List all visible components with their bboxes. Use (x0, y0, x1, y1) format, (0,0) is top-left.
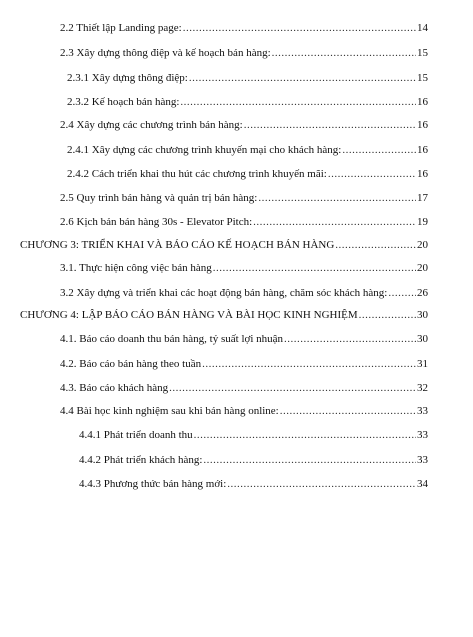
toc-entry[interactable] (79, 429, 428, 442)
toc-leader-dots (244, 119, 416, 132)
toc-entry-title: 2.3.1 Xây dựng thông điệp: (67, 72, 188, 84)
toc-entry[interactable] (60, 47, 428, 60)
toc-entry-title: 4.4.3 Phương thức bán hàng mới: (79, 478, 227, 490)
toc-entry[interactable] (60, 192, 428, 205)
toc-entry[interactable] (67, 168, 428, 181)
toc-entry-title: 2.6 Kịch bản bán hàng 30s - Elevator Pitch: (60, 216, 253, 228)
toc-entry-page: 16 (417, 96, 428, 108)
toc-leader-dots (180, 96, 416, 109)
toc-leader-dots (189, 72, 416, 85)
toc-entry-title: 2.2 Thiết lập Landing page: (60, 22, 182, 34)
toc-entry-page: 26 (417, 287, 428, 299)
toc-entry-page: 15 (417, 47, 428, 59)
toc-chapter-entry[interactable] (20, 309, 428, 322)
toc-leader-dots (253, 216, 416, 229)
toc-entry[interactable] (60, 333, 428, 346)
toc-leader-dots (258, 192, 416, 205)
toc-entry-page: 34 (417, 478, 428, 490)
toc-entry[interactable] (60, 287, 428, 300)
toc-leader-dots (227, 478, 416, 491)
toc-entry[interactable] (60, 358, 428, 371)
toc-entry-page: 16 (417, 119, 428, 131)
toc-entry-page: 16 (417, 168, 428, 180)
toc-leader-dots (335, 239, 416, 252)
toc-entry-title: 4.4.2 Phát triển khách hàng: (79, 454, 203, 466)
toc-leader-dots (272, 47, 416, 60)
toc-entry-title: 4.2. Báo cáo bán hàng theo tuần (60, 358, 202, 370)
toc-entry-title: 2.5 Quy trình bán hàng và quản trị bán hàng: (60, 192, 258, 204)
toc-leader-dots (169, 382, 416, 395)
toc-leader-dots (183, 22, 416, 35)
toc-leader-dots (342, 144, 416, 157)
toc-entry[interactable] (60, 22, 428, 35)
toc-entry[interactable] (60, 262, 428, 275)
toc-entry-title: 2.3.2 Kế hoạch bán hàng: (67, 96, 180, 108)
toc-chapter-entry[interactable] (20, 239, 428, 252)
toc-entry-title: 4.4 Bài học kinh nghiệm sau khi bán hàng online: (60, 405, 279, 417)
toc-entry-title: CHƯƠNG 3: TRIỂN KHAI VÀ BÁO CÁO KẾ HOẠCH BÁN HÀNG (20, 239, 335, 251)
toc-entry-title: 2.3 Xây dựng thông điệp và kế hoạch bán hàng: (60, 47, 271, 59)
toc-entry-page: 19 (417, 216, 428, 228)
toc-entry[interactable] (60, 405, 428, 418)
toc-leader-dots (202, 358, 416, 371)
toc-entry-title: 3.1. Thực hiện công việc bán hàng (60, 262, 212, 274)
toc-entry-title: 3.2 Xây dựng và triển khai các hoạt động bán hàng, chăm sóc khách hàng: (60, 287, 388, 299)
toc-entry-page: 32 (417, 382, 428, 394)
toc-entry[interactable] (67, 72, 428, 85)
toc-entry[interactable] (60, 216, 428, 229)
toc-entry-title: 2.4 Xây dựng các chương trình bán hàng: (60, 119, 243, 131)
toc-leader-dots (388, 287, 416, 300)
toc-entry-page: 33 (417, 429, 428, 441)
toc-entry-page: 20 (417, 239, 428, 251)
toc-entry-page: 30 (417, 333, 428, 345)
toc-entry[interactable] (60, 382, 428, 395)
toc-leader-dots (280, 405, 416, 418)
toc-entry[interactable] (79, 454, 428, 467)
toc-entry[interactable] (79, 478, 428, 491)
toc-leader-dots (359, 309, 416, 322)
toc-leader-dots (328, 168, 416, 181)
toc-entry-page: 31 (417, 358, 428, 370)
toc-entry-title: CHƯƠNG 4: LẬP BÁO CÁO BÁN HÀNG VÀ BÀI HỌC KINH NGHIỆM (20, 309, 358, 321)
toc-entry-page: 16 (417, 144, 428, 156)
toc-entry-title: 2.4.2 Cách triển khai thu hút các chương trình khuyến mãi: (67, 168, 327, 180)
toc-leader-dots (194, 429, 416, 442)
toc-entry[interactable] (60, 119, 428, 132)
toc-entry-page: 33 (417, 454, 428, 466)
toc-entry-title: 4.4.1 Phát triển doanh thu (79, 429, 193, 441)
toc-leader-dots (284, 333, 416, 346)
toc-entry-page: 17 (417, 192, 428, 204)
toc-entry-title: 2.4.1 Xây dựng các chương trình khuyến mại cho khách hàng: (67, 144, 342, 156)
toc-leader-dots (213, 262, 416, 275)
toc-entry-page: 15 (417, 72, 428, 84)
toc-entry-page: 33 (417, 405, 428, 417)
toc-entry-title: 4.3. Báo cáo khách hàng (60, 382, 169, 394)
toc-entry-page: 14 (417, 22, 428, 34)
toc-entry[interactable] (67, 96, 428, 109)
toc-entry-page: 30 (417, 309, 428, 321)
toc-entry-page: 20 (417, 262, 428, 274)
toc-entry[interactable] (67, 144, 428, 157)
toc-leader-dots (203, 454, 416, 467)
toc-entry-title: 4.1. Báo cáo doanh thu bán hàng, tỷ suất lợi nhuận (60, 333, 284, 345)
